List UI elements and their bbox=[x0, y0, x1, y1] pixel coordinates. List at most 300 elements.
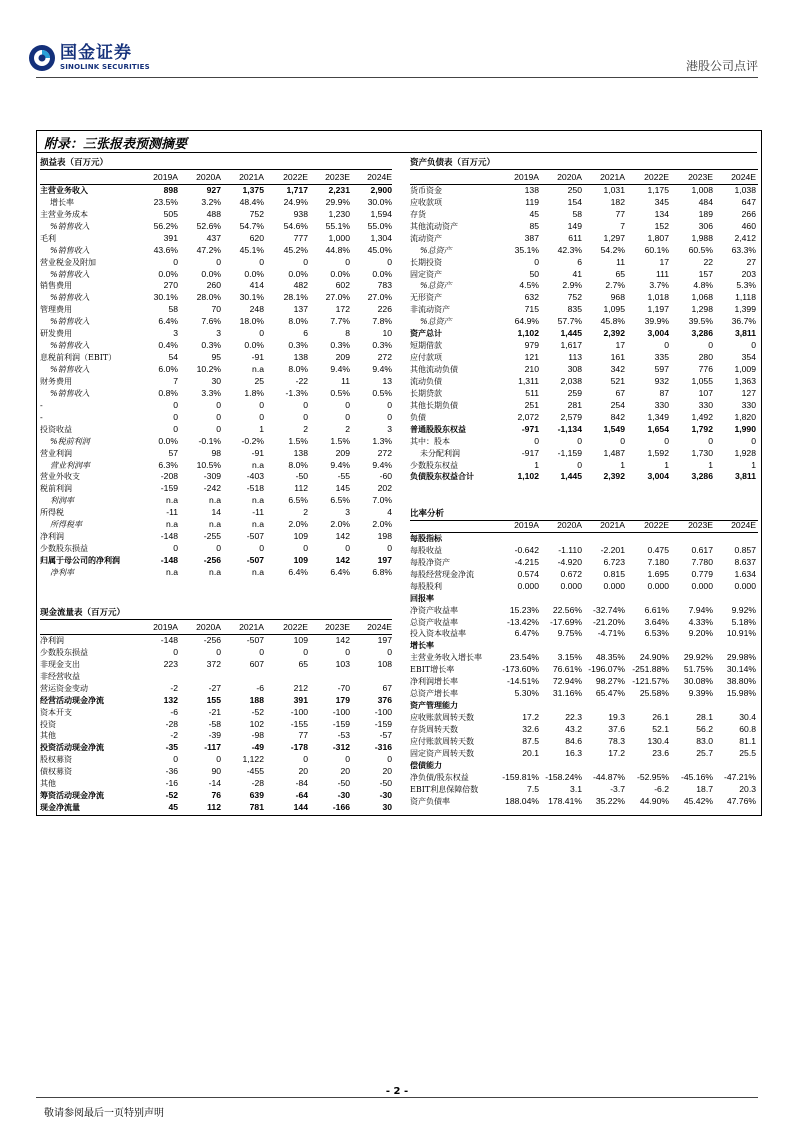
row-label: 其他流动资产 bbox=[410, 221, 458, 231]
table-row bbox=[40, 802, 392, 814]
value-cell: 77 bbox=[615, 208, 625, 219]
value-cell: -178 bbox=[290, 742, 308, 753]
value-cell: 835 bbox=[567, 304, 582, 315]
value-cell: 5.3% bbox=[736, 280, 756, 291]
year-header-cell: 2023E bbox=[325, 622, 350, 632]
value-cell: -6 bbox=[170, 706, 178, 717]
value-cell: 1 bbox=[259, 423, 264, 434]
year-header-cell: 2023E bbox=[688, 520, 713, 530]
value-cell: 7.8% bbox=[372, 316, 392, 327]
value-cell: 0 bbox=[387, 754, 392, 765]
value-cell: 29.92% bbox=[683, 652, 713, 663]
table-row bbox=[40, 647, 392, 659]
value-cell: -1,159 bbox=[557, 447, 582, 458]
value-cell: 45 bbox=[168, 802, 178, 813]
row-label: 所得税 bbox=[40, 508, 64, 518]
value-cell: -2 bbox=[170, 682, 178, 693]
value-cell: 1,363 bbox=[734, 375, 756, 386]
value-cell: 138 bbox=[524, 184, 539, 195]
value-cell: 260 bbox=[206, 280, 221, 291]
value-cell: 30.08% bbox=[683, 676, 713, 687]
value-cell: 0 bbox=[534, 256, 539, 267]
value-cell: 0 bbox=[387, 256, 392, 267]
value-cell: -22 bbox=[295, 375, 308, 386]
value-cell: 4.8% bbox=[693, 280, 713, 291]
row-label: 回报率 bbox=[410, 592, 434, 603]
value-cell: 3,811 bbox=[734, 471, 756, 482]
row-label: 总资产增长率 bbox=[410, 689, 458, 699]
value-cell: 6 bbox=[577, 256, 582, 267]
value-cell: -100 bbox=[332, 706, 350, 717]
value-cell: 272 bbox=[377, 447, 392, 458]
table-row bbox=[410, 340, 758, 352]
table-row bbox=[40, 483, 392, 495]
value-cell: 212 bbox=[293, 682, 308, 693]
value-cell: 0 bbox=[259, 256, 264, 267]
value-cell: 2.0% bbox=[288, 519, 308, 530]
row-label: 增长率 bbox=[410, 640, 434, 651]
value-cell: 1,399 bbox=[734, 304, 756, 315]
value-cell: 0.000 bbox=[603, 580, 625, 591]
value-cell: 0.3% bbox=[288, 340, 308, 351]
row-label: 股权募资 bbox=[40, 755, 72, 765]
value-cell: 55.0% bbox=[367, 220, 392, 231]
value-cell: 1,492 bbox=[691, 411, 713, 422]
value-cell: 39.5% bbox=[688, 316, 713, 327]
year-header-cell: 2024E bbox=[731, 172, 756, 182]
value-cell: -117 bbox=[204, 742, 221, 753]
balance-sheet-table bbox=[410, 172, 758, 483]
page-number: - 2 - bbox=[385, 1086, 409, 1097]
value-cell: -159 bbox=[160, 483, 178, 494]
value-cell: 4.5% bbox=[519, 280, 539, 291]
value-cell: 3 bbox=[387, 423, 392, 434]
year-header-cell: 2023E bbox=[688, 172, 713, 182]
table-row bbox=[410, 664, 758, 676]
value-cell: 0 bbox=[345, 543, 350, 554]
value-cell: 10.5% bbox=[196, 459, 221, 470]
value-cell: 611 bbox=[568, 232, 582, 243]
value-cell: 54.6% bbox=[283, 220, 308, 231]
row-label: 货币资金 bbox=[410, 185, 442, 195]
row-label: 少数股东损益 bbox=[40, 544, 88, 554]
company-logo bbox=[28, 44, 150, 72]
value-cell: 2,412 bbox=[734, 232, 756, 243]
value-cell: 142 bbox=[335, 531, 350, 542]
value-cell: -148 bbox=[160, 555, 178, 565]
row-label: %销售收入 bbox=[50, 317, 90, 327]
value-cell: 197 bbox=[377, 634, 392, 645]
value-cell: 142 bbox=[335, 634, 350, 645]
value-cell: 48.4% bbox=[239, 196, 264, 207]
value-cell: 3,004 bbox=[647, 471, 669, 482]
value-cell: 602 bbox=[335, 280, 350, 291]
value-cell: 35.1% bbox=[514, 244, 539, 255]
row-label: 营业利润率 bbox=[50, 460, 90, 470]
value-cell: 108 bbox=[377, 658, 392, 669]
value-cell: -148 bbox=[160, 634, 178, 645]
value-cell: n.a bbox=[252, 364, 264, 374]
row-label: 每股指标 bbox=[410, 532, 442, 543]
value-cell: 2.7% bbox=[605, 280, 625, 291]
row-label: 主营业务收入 bbox=[40, 184, 88, 195]
value-cell: n.a bbox=[166, 495, 178, 506]
row-label: 每股收益 bbox=[410, 545, 442, 555]
value-cell: 130.4 bbox=[647, 735, 669, 746]
table-row bbox=[40, 707, 392, 719]
value-cell: 103 bbox=[335, 658, 350, 669]
table-row bbox=[40, 695, 392, 707]
row-label: 长期贷款 bbox=[410, 388, 442, 398]
value-cell: 30.0% bbox=[367, 196, 392, 207]
value-cell: 6.53% bbox=[644, 628, 669, 639]
row-label: 筹资活动现金净流 bbox=[40, 790, 104, 801]
row-label: 普通股股东权益 bbox=[410, 423, 466, 434]
value-cell: -971 bbox=[521, 423, 539, 434]
value-cell: 65 bbox=[615, 268, 625, 279]
value-cell: 0 bbox=[620, 435, 625, 446]
value-cell: 32.6 bbox=[522, 723, 539, 734]
value-cell: n.a bbox=[166, 519, 178, 530]
value-cell: 488 bbox=[206, 208, 221, 219]
value-cell: 0.574 bbox=[517, 568, 539, 579]
table-row bbox=[40, 436, 392, 448]
value-cell: 134 bbox=[654, 208, 669, 219]
table-row bbox=[410, 424, 758, 436]
value-cell: 3.1 bbox=[570, 783, 582, 794]
value-cell: 2 bbox=[345, 423, 350, 434]
value-cell: 0 bbox=[708, 435, 713, 446]
value-cell: 342 bbox=[610, 364, 625, 374]
row-label: 负债 bbox=[410, 412, 426, 422]
value-cell: 90 bbox=[211, 766, 221, 777]
value-cell: 56.2% bbox=[153, 220, 178, 231]
value-cell: -64 bbox=[295, 790, 308, 801]
value-cell: 188.04% bbox=[505, 795, 539, 806]
value-cell: 152 bbox=[654, 220, 669, 231]
value-cell: -11 bbox=[252, 507, 264, 518]
table-row bbox=[40, 719, 392, 731]
value-cell: -208 bbox=[160, 471, 178, 482]
value-cell: 354 bbox=[741, 352, 756, 363]
row-label: 资产负债率 bbox=[410, 796, 450, 806]
value-cell: 9.4% bbox=[330, 459, 350, 470]
value-cell: 5.18% bbox=[731, 616, 756, 627]
value-cell: 259 bbox=[567, 387, 582, 398]
value-cell: 45.42% bbox=[683, 795, 713, 806]
value-cell: 6 bbox=[303, 328, 308, 339]
table-row bbox=[40, 197, 392, 209]
value-cell: -14 bbox=[208, 778, 221, 789]
row-label: 其他流动负债 bbox=[410, 365, 458, 374]
value-cell: -30 bbox=[337, 790, 350, 801]
value-cell: n.a bbox=[209, 566, 221, 577]
value-cell: 1,018 bbox=[647, 292, 669, 303]
table-row bbox=[40, 742, 392, 754]
value-cell: 1,792 bbox=[691, 423, 713, 434]
value-cell: -39 bbox=[208, 730, 221, 741]
value-cell: 938 bbox=[293, 208, 308, 219]
value-cell: -507 bbox=[246, 555, 264, 565]
table-row bbox=[410, 640, 758, 652]
value-cell: 6.8% bbox=[372, 566, 392, 577]
value-cell: 11 bbox=[616, 256, 625, 267]
value-cell: 3,811 bbox=[734, 328, 756, 339]
row-label: 投资 bbox=[40, 719, 56, 729]
value-cell: 127 bbox=[741, 387, 756, 398]
value-cell: 0 bbox=[577, 435, 582, 446]
table-row bbox=[40, 683, 392, 695]
value-cell: -36 bbox=[165, 766, 178, 777]
value-cell: 31.16% bbox=[552, 688, 582, 699]
value-cell: 102 bbox=[249, 718, 264, 729]
value-cell: 28.1% bbox=[283, 292, 308, 303]
value-cell: 9.4% bbox=[372, 364, 392, 374]
value-cell: -4.215 bbox=[514, 556, 539, 567]
value-cell: -100 bbox=[374, 706, 392, 717]
value-cell: -166 bbox=[332, 802, 350, 813]
value-cell: 0 bbox=[345, 399, 350, 410]
row-label: %总资产 bbox=[420, 245, 452, 255]
value-cell: 330 bbox=[654, 399, 669, 410]
value-cell: 2 bbox=[303, 423, 308, 434]
value-cell: 345 bbox=[654, 196, 669, 207]
value-cell: 0.5% bbox=[330, 387, 350, 398]
value-cell: 47.76% bbox=[726, 795, 756, 806]
value-cell: -30 bbox=[379, 790, 392, 801]
value-cell: 1.8% bbox=[244, 387, 264, 398]
table-row bbox=[40, 471, 392, 483]
value-cell: 270 bbox=[163, 280, 178, 291]
value-cell: 83.0 bbox=[696, 735, 713, 746]
sinolink-logo-icon bbox=[28, 44, 56, 72]
value-cell: 0 bbox=[173, 754, 178, 765]
value-cell: 0 bbox=[303, 399, 308, 410]
value-cell: 60.1% bbox=[644, 244, 669, 255]
table-row bbox=[410, 736, 758, 748]
value-cell: -52 bbox=[251, 706, 264, 717]
row-label: 应付款项 bbox=[410, 353, 442, 363]
value-cell: 3,004 bbox=[647, 328, 669, 339]
value-cell: 188 bbox=[249, 694, 264, 705]
value-cell: 30 bbox=[211, 375, 221, 386]
value-cell: -11 bbox=[166, 507, 178, 518]
value-cell: 155 bbox=[206, 694, 221, 705]
value-cell: 3,286 bbox=[691, 471, 713, 482]
value-cell: 3 bbox=[345, 507, 350, 518]
value-cell: 2,392 bbox=[603, 328, 625, 339]
value-cell: 281 bbox=[567, 399, 582, 410]
value-cell: -251.88% bbox=[632, 664, 669, 675]
row-label: 应收账款周转天数 bbox=[410, 713, 474, 722]
value-cell: -70 bbox=[337, 682, 350, 693]
value-cell: -121.57% bbox=[632, 676, 669, 687]
value-cell: 154 bbox=[567, 196, 582, 207]
value-cell: 15.23% bbox=[509, 604, 539, 615]
value-cell: -0.1% bbox=[198, 435, 221, 446]
value-cell: 142 bbox=[335, 555, 350, 565]
table-row bbox=[40, 364, 392, 376]
value-cell: 109 bbox=[293, 634, 308, 645]
value-cell: 45.1% bbox=[239, 244, 264, 255]
disclaimer-note: 敬请参阅最后一页特别声明 bbox=[44, 1108, 164, 1119]
value-cell: 0.0% bbox=[288, 268, 308, 279]
value-cell: 149 bbox=[567, 220, 582, 231]
value-cell: 1,197 bbox=[647, 304, 669, 315]
value-cell: 1,068 bbox=[691, 292, 713, 303]
value-cell: 0 bbox=[173, 423, 178, 434]
value-cell: 6.61% bbox=[644, 604, 669, 615]
value-cell: 2.0% bbox=[330, 519, 350, 530]
value-cell: -21 bbox=[208, 706, 221, 717]
value-cell: 27 bbox=[746, 256, 756, 267]
value-cell: 0.000 bbox=[517, 580, 539, 591]
value-cell: 783 bbox=[377, 280, 392, 291]
value-cell: 42.3% bbox=[557, 244, 582, 255]
value-cell: -50 bbox=[337, 778, 350, 789]
table-row bbox=[410, 221, 758, 233]
value-cell: 48.35% bbox=[595, 652, 625, 663]
value-cell: 70 bbox=[211, 304, 221, 315]
value-cell: 56.2 bbox=[696, 723, 713, 734]
row-label: 其中：股本 bbox=[410, 436, 450, 446]
value-cell: 76 bbox=[211, 790, 221, 801]
table-row bbox=[410, 209, 758, 221]
value-cell: 144 bbox=[293, 802, 308, 813]
row-label: %销售收入 bbox=[50, 365, 90, 374]
value-cell: 0 bbox=[259, 399, 264, 410]
value-cell: 6.3% bbox=[158, 459, 178, 470]
value-cell: 6.5% bbox=[288, 495, 308, 506]
year-header-cell: 2019A bbox=[153, 622, 178, 632]
value-cell: -403 bbox=[246, 471, 264, 482]
value-cell: 20.3 bbox=[739, 783, 756, 794]
value-cell: 0 bbox=[259, 543, 264, 554]
value-cell: 2,392 bbox=[603, 471, 625, 482]
row-label: 增长率 bbox=[50, 197, 74, 207]
value-cell: -159 bbox=[332, 718, 350, 729]
value-cell: -32.74% bbox=[592, 604, 625, 615]
value-cell: -2 bbox=[170, 730, 178, 741]
table-row bbox=[410, 796, 758, 808]
year-header-cell: 2020A bbox=[557, 520, 582, 530]
row-label: 其他 bbox=[40, 731, 56, 741]
value-cell: 7.780 bbox=[691, 556, 713, 567]
value-cell: 597 bbox=[654, 364, 669, 374]
value-cell: 0 bbox=[345, 646, 350, 657]
value-cell: 145 bbox=[335, 483, 350, 494]
row-label: 净利润 bbox=[40, 532, 64, 542]
header-divider bbox=[36, 77, 758, 78]
value-cell: 30.1% bbox=[153, 292, 178, 303]
value-cell: 57.7% bbox=[557, 316, 582, 327]
value-cell: 0 bbox=[216, 646, 221, 657]
year-header-cell: 2022E bbox=[644, 520, 669, 530]
value-cell: 87.5 bbox=[522, 735, 539, 746]
value-cell: 11 bbox=[341, 375, 350, 386]
value-cell: 250 bbox=[567, 184, 582, 195]
table-row bbox=[410, 304, 758, 316]
value-cell: 28.0% bbox=[196, 292, 221, 303]
value-cell: 607 bbox=[249, 658, 264, 669]
value-cell: 777 bbox=[293, 232, 308, 243]
value-cell: 1,298 bbox=[691, 304, 713, 315]
value-cell: 50 bbox=[529, 268, 539, 279]
value-cell: 1,102 bbox=[517, 328, 539, 339]
value-cell: 0 bbox=[664, 435, 669, 446]
value-cell: n.a bbox=[252, 566, 264, 577]
value-cell: 138 bbox=[293, 352, 308, 363]
table-row bbox=[410, 316, 758, 328]
value-cell: 58 bbox=[168, 304, 178, 315]
value-cell: 0 bbox=[345, 411, 350, 422]
table-row bbox=[410, 197, 758, 209]
value-cell: -47.21% bbox=[723, 771, 756, 782]
value-cell: 0 bbox=[303, 646, 308, 657]
value-cell: 0 bbox=[577, 459, 582, 470]
value-cell: 2,900 bbox=[370, 184, 392, 195]
row-label: 管理费用 bbox=[40, 305, 72, 315]
row-label: 营业外收支 bbox=[40, 472, 80, 482]
value-cell: 0.0% bbox=[330, 268, 350, 279]
table-row bbox=[40, 635, 392, 647]
row-label: 所得税率 bbox=[50, 520, 82, 530]
value-cell: 197 bbox=[377, 555, 392, 565]
value-cell: 112 bbox=[207, 802, 221, 813]
value-cell: 0.3% bbox=[372, 340, 392, 351]
value-cell: 22.56% bbox=[552, 604, 582, 615]
value-cell: -53 bbox=[337, 730, 350, 741]
value-cell: 1,928 bbox=[734, 447, 756, 458]
row-label: %销售收入 bbox=[50, 245, 90, 255]
table-row bbox=[410, 412, 758, 424]
value-cell: 17.2 bbox=[608, 747, 625, 758]
value-cell: 15.98% bbox=[726, 688, 756, 699]
value-cell: -4.920 bbox=[557, 556, 582, 567]
value-cell: 0.000 bbox=[691, 580, 713, 591]
value-cell: 52.1 bbox=[652, 723, 669, 734]
table-row bbox=[410, 760, 758, 772]
year-header-cell: 2022E bbox=[644, 172, 669, 182]
value-cell: -50 bbox=[379, 778, 392, 789]
table-row bbox=[40, 507, 392, 519]
value-cell: 0 bbox=[664, 340, 669, 351]
value-cell: 109 bbox=[293, 531, 308, 542]
value-cell: -312 bbox=[332, 742, 350, 753]
value-cell: -16 bbox=[165, 778, 178, 789]
value-cell: 1 bbox=[534, 459, 539, 470]
value-cell: 24.90% bbox=[639, 652, 669, 663]
value-cell: 0.815 bbox=[603, 568, 625, 579]
value-cell: 0.857 bbox=[734, 544, 756, 555]
value-cell: 60.5% bbox=[688, 244, 713, 255]
row-label: 销售费用 bbox=[40, 281, 72, 291]
value-cell: 9.92% bbox=[731, 604, 756, 615]
table-row bbox=[40, 352, 392, 364]
value-cell: 67 bbox=[382, 682, 392, 693]
value-cell: -60 bbox=[379, 471, 392, 482]
value-cell: 1,990 bbox=[734, 423, 756, 434]
value-cell: 54.2% bbox=[600, 244, 625, 255]
value-cell: 715 bbox=[524, 304, 539, 315]
value-cell: 119 bbox=[525, 196, 539, 207]
cashflow-table bbox=[40, 622, 392, 814]
table-row bbox=[40, 316, 392, 328]
value-cell: 0 bbox=[751, 340, 756, 351]
value-cell: 0 bbox=[259, 411, 264, 422]
value-cell: 202 bbox=[377, 483, 392, 494]
value-cell: 84.6 bbox=[565, 735, 582, 746]
